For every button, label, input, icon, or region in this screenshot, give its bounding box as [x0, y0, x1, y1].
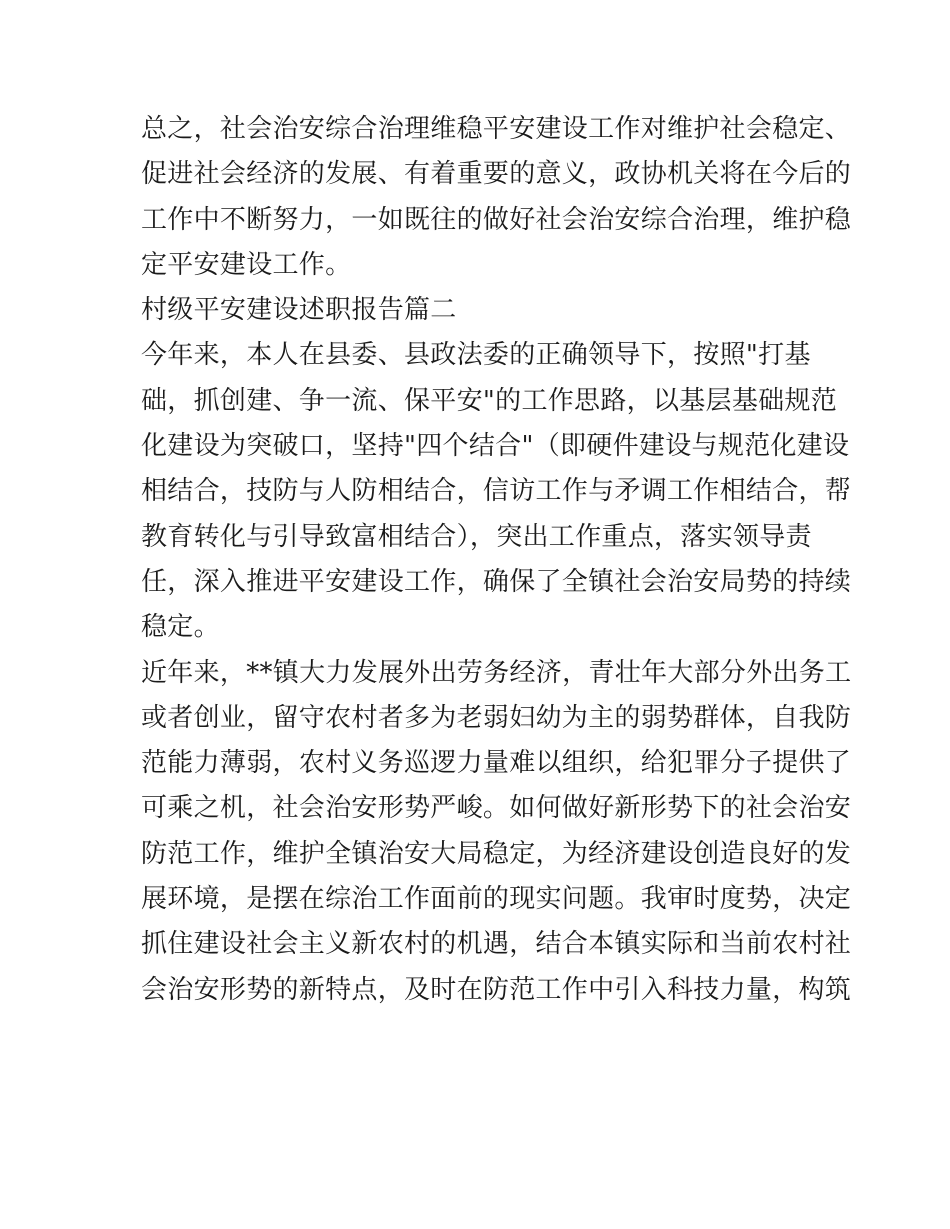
document-body [141, 107, 852, 1013]
section-heading: 村级平安建设述职报告篇二 [141, 295, 457, 326]
text-line: 教育转化与引导致富相结合），突出工作重点，落实领导责 [141, 521, 812, 552]
text-line: 任，深入推进平安建设工作，确保了全镇社会治安局势的持续 [141, 566, 852, 597]
text-line: 可乘之机，社会治安形势严峻。如何做好新形势下的社会治安 [141, 793, 852, 824]
text-line: 近年来，**镇大力发展外出劳务经济，青壮年大部分外出务工 [141, 657, 852, 688]
text-line: 范能力薄弱，农村义务巡逻力量难以组织，给犯罪分子提供了 [141, 748, 852, 779]
text-line: 础，抓创建、争一流、保平安"的工作思路，以基层基础规范 [141, 385, 838, 416]
text-line: 防范工作，维护全镇治安大局稳定，为经济建设创造良好的发 [141, 838, 852, 869]
text-line: 相结合，技防与人防相结合，信访工作与矛调工作相结合，帮 [141, 476, 852, 507]
text-line: 展环境，是摆在综治工作面前的现实问题。我审时度势，决定 [141, 884, 852, 915]
text-line: 工作中不断努力，一如既往的做好社会治安综合治理，维护稳 [141, 204, 852, 235]
text-line: 稳定。 [141, 612, 220, 643]
text-line: 今年来，本人在县委、县政法委的正确领导下，按照"打基 [141, 340, 811, 371]
text-line: 会治安形势的新特点，及时在防范工作中引入科技力量，构筑 [141, 974, 852, 1005]
text-line: 定平安建设工作。 [141, 249, 352, 280]
text-line: 总之，社会治安综合治理维稳平安建设工作对维护社会稳定、 [141, 114, 852, 144]
text-line: 化建设为突破口，坚持"四个结合"（即硬件建设与规范化建设 [141, 431, 850, 462]
text-line: 抓住建设社会主义新农村的机遇，结合本镇实际和当前农村社 [141, 929, 852, 960]
text-line: 或者创业，留守农村者多为老弱妇幼为主的弱势群体，自我防 [141, 702, 852, 733]
text-line: 促进社会经济的发展、有着重要的意义，政协机关将在今后的 [141, 159, 852, 190]
